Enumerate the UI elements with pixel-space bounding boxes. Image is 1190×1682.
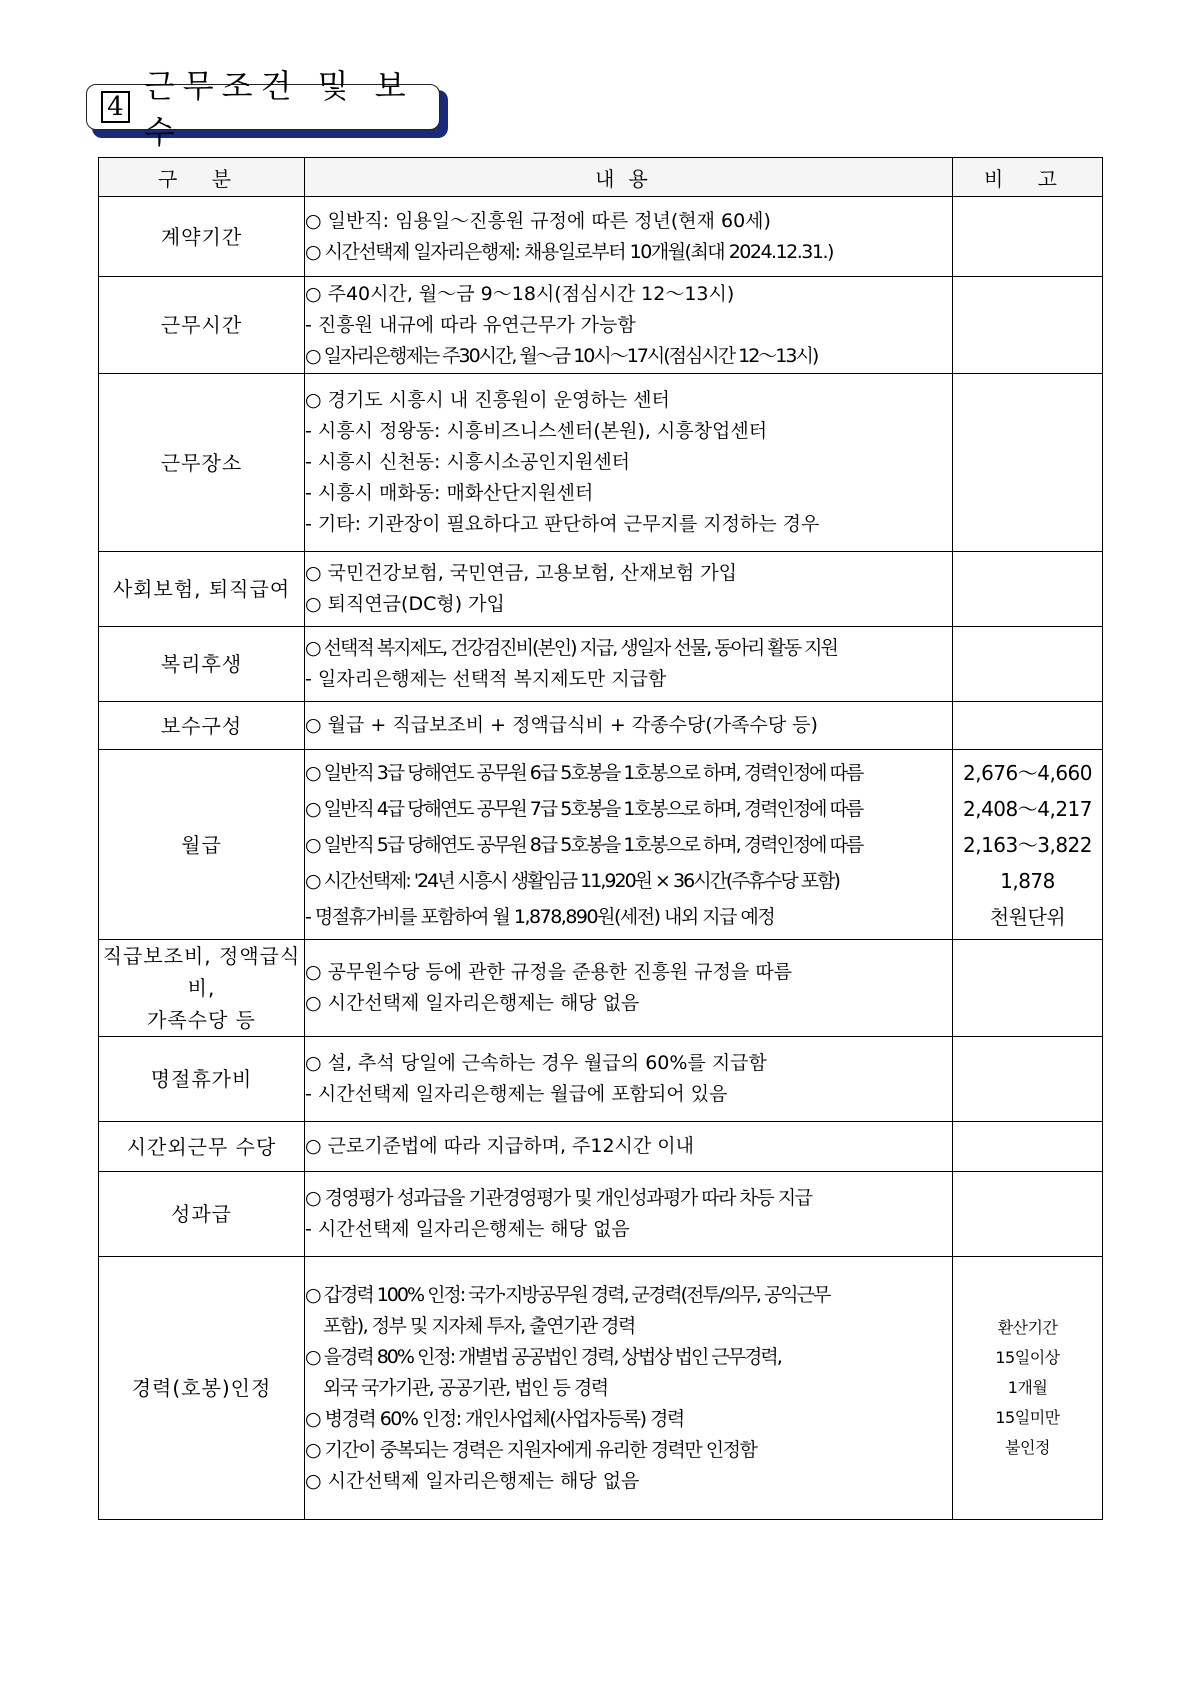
section-heading [86, 67, 448, 151]
content-line: ○ 일반직 5급 당해연도 공무원 8급 5호봉을 1호봉으로 하며, 경력인정에 따름 [305, 833, 863, 856]
header-note: 비 고 [953, 158, 1103, 197]
row-content-allowances [305, 940, 953, 1037]
row-note-contract-period [953, 197, 1103, 277]
content-line: ○ 경기도 시흥시 내 진흥원이 운영하는 센터 [305, 389, 670, 411]
content-line: - 기타: 기관장이 필요하다고 판단하여 근무지를 지정하는 경우 [305, 513, 820, 535]
row-label-monthly-pay: 월급 [99, 750, 305, 940]
header-content: 내용 [305, 158, 953, 197]
content-line: ○ 설, 추석 당일에 근속하는 경우 월급의 60%를 지급함 [305, 1052, 767, 1074]
row-note-performance-pay [953, 1172, 1103, 1257]
content-line: - 진흥원 내규에 따라 유연근무가 가능함 [305, 313, 636, 336]
content-line: - 시흥시 매화동: 매화산단지원센터 [305, 482, 594, 504]
note-line: 15일미만 [995, 1408, 1060, 1427]
content-line: - 시흥시 신천동: 시흥시소공인지원센터 [305, 451, 631, 473]
row-label-insurance: 사회보험, 퇴직급여 [99, 552, 305, 627]
row-label-allowances [99, 940, 305, 1037]
content-line: ○ 국민건강보험, 국민연금, 고용보험, 산재보험 가입 [305, 562, 737, 584]
row-label-contract-period: 계약기간 [99, 197, 305, 277]
row-label-pay-composition: 보수구성 [99, 702, 305, 750]
note-line: 1개월 [1007, 1378, 1048, 1397]
row-note-career-recognition [953, 1257, 1103, 1520]
content-line: ○ 일반직 3급 당해연도 공무원 6급 5호봉을 1호봉으로 하며, 경력인정에 따름 [305, 761, 863, 784]
row-content-performance-pay [305, 1172, 953, 1257]
row-label-work-place: 근무장소 [99, 374, 305, 552]
content-line: ○ 갑경력 100% 인정: 국가·지방공무원 경력, 군경력(전투/의무, 공익근무 [305, 1283, 830, 1306]
label-line: 가족수당 등 [147, 1008, 256, 1032]
note-line: 2,408～4,217 [962, 796, 1092, 821]
table-row [99, 552, 1103, 627]
content-line: ○ 시간선택제 일자리은행제는 해당 없음 [305, 1469, 640, 1492]
row-note-monthly-pay [953, 750, 1103, 940]
table-row [99, 1122, 1103, 1172]
table-row [99, 702, 1103, 750]
row-content-insurance [305, 552, 953, 627]
row-note-work-hours [953, 277, 1103, 374]
row-label-career-recognition: 경력(호봉)인정 [99, 1257, 305, 1520]
note-line: 환산기간 [997, 1318, 1058, 1337]
table-row [99, 750, 1103, 940]
row-note-overtime [953, 1122, 1103, 1172]
content-line: ○ 일반직 4급 당해연도 공무원 7급 5호봉을 1호봉으로 하며, 경력인정에 따름 [305, 797, 863, 820]
row-content-career-recognition [305, 1257, 953, 1520]
content-line: ○ 근로기준법에 따라 지급하며, 주12시간 이내 [305, 1135, 695, 1157]
note-line: 천원단위 [989, 904, 1066, 929]
content-line: ○ 병경력 60% 인정: 개인사업체(사업자등록) 경력 [305, 1407, 684, 1430]
row-content-welfare [305, 627, 953, 702]
row-note-holiday-bonus [953, 1037, 1103, 1122]
note-line: 15일이상 [995, 1348, 1060, 1367]
row-label-holiday-bonus: 명절휴가비 [99, 1037, 305, 1122]
table-row [99, 277, 1103, 374]
section-number: 4 [101, 91, 130, 123]
row-label-overtime: 시간외근무 수당 [99, 1122, 305, 1172]
content-line: ○ 경영평가 성과급을 기관경영평가 및 개인성과평가 따라 차등 지급 [305, 1187, 812, 1209]
row-note-pay-composition [953, 702, 1103, 750]
content-line: ○ 을경력 80% 인정: 개별법 공공법인 경력, 상법상 법인 근무경력, [305, 1345, 781, 1368]
heading-box [86, 67, 440, 151]
content-line: ○ 시간선택제: '24년 시흥시 생활임금 11,920원 × 36시간(주휴수당 포함) [305, 869, 839, 892]
row-label-performance-pay: 성과급 [99, 1172, 305, 1257]
content-line: ○ 시간선택제 일자리은행제는 해당 없음 [305, 992, 640, 1014]
table-row [99, 1172, 1103, 1257]
content-line: ○ 시간선택제 일자리은행제: 채용일로부터 10개월(최대 2024.12.31.) [305, 240, 833, 263]
content-line: - 시흥시 정왕동: 시흥비즈니스센터(본원), 시흥창업센터 [305, 420, 768, 442]
content-line: ○ 일자리은행제는 주30시간, 월～금 10시～17시(점심시간 12～13시) [305, 344, 818, 367]
row-content-holiday-bonus [305, 1037, 953, 1122]
row-content-contract-period [305, 197, 953, 277]
table-row [99, 627, 1103, 702]
conditions-table [98, 157, 1103, 1520]
row-content-overtime [305, 1122, 953, 1172]
content-line: ○ 기간이 중복되는 경력은 지원자에게 유리한 경력만 인정함 [305, 1438, 757, 1461]
content-line: - 명절휴가비를 포함하여 월 1,878,890원(세전) 내외 지급 예정 [305, 905, 775, 928]
table-row [99, 197, 1103, 277]
row-content-work-hours [305, 277, 953, 374]
row-note-insurance [953, 552, 1103, 627]
row-label-welfare: 복리후생 [99, 627, 305, 702]
content-line: ○ 주40시간, 월～금 9～18시(점심시간 12～13시) [305, 282, 735, 305]
table-header-row [99, 158, 1103, 197]
note-line: 불인정 [1005, 1438, 1050, 1457]
content-line: - 시간선택제 일자리은행제는 월급에 포함되어 있음 [305, 1083, 728, 1105]
note-line: 1,878 [1000, 868, 1055, 893]
note-line: 2,676～4,660 [962, 760, 1092, 785]
table-row [99, 1037, 1103, 1122]
content-line: ○ 월급 + 직급보조비 + 정액급식비 + 각종수당(가족수당 등) [305, 714, 818, 736]
content-line: ○ 공무원수당 등에 관한 규정을 준용한 진흥원 규정을 따름 [305, 961, 793, 983]
table-row [99, 1257, 1103, 1520]
content-line: ○ 선택적 복지제도, 건강검진비(본인) 지급, 생일자 선물, 동아리 활동 지원 [305, 637, 837, 659]
table-row [99, 374, 1103, 552]
content-line: 외국 국가기관, 공공기관, 법인 등 경력 [323, 1376, 608, 1399]
section-title: 근무조건 및 보수 [143, 67, 414, 151]
row-label-work-hours: 근무시간 [99, 277, 305, 374]
content-line: ○ 일반직: 임용일～진흥원 규정에 따른 정년(현재 60세) [305, 209, 771, 232]
content-line: - 시간선택제 일자리은행제는 해당 없음 [305, 1218, 630, 1240]
label-line: 직급보조비, 정액급식비, [102, 944, 301, 1000]
content-line: 포함), 정부 및 지자체 투자, 출연기관 경력 [323, 1314, 635, 1337]
header-category: 구 분 [99, 158, 305, 197]
row-content-work-place [305, 374, 953, 552]
content-line: - 일자리은행제는 선택적 복지제도만 지급함 [305, 668, 667, 690]
table-row [99, 940, 1103, 1037]
row-note-work-place [953, 374, 1103, 552]
content-line: ○ 퇴직연금(DC형) 가입 [305, 593, 505, 615]
row-note-welfare [953, 627, 1103, 702]
note-line: 2,163～3,822 [962, 832, 1092, 857]
row-content-pay-composition [305, 702, 953, 750]
row-note-allowances [953, 940, 1103, 1037]
row-content-monthly-pay [305, 750, 953, 940]
